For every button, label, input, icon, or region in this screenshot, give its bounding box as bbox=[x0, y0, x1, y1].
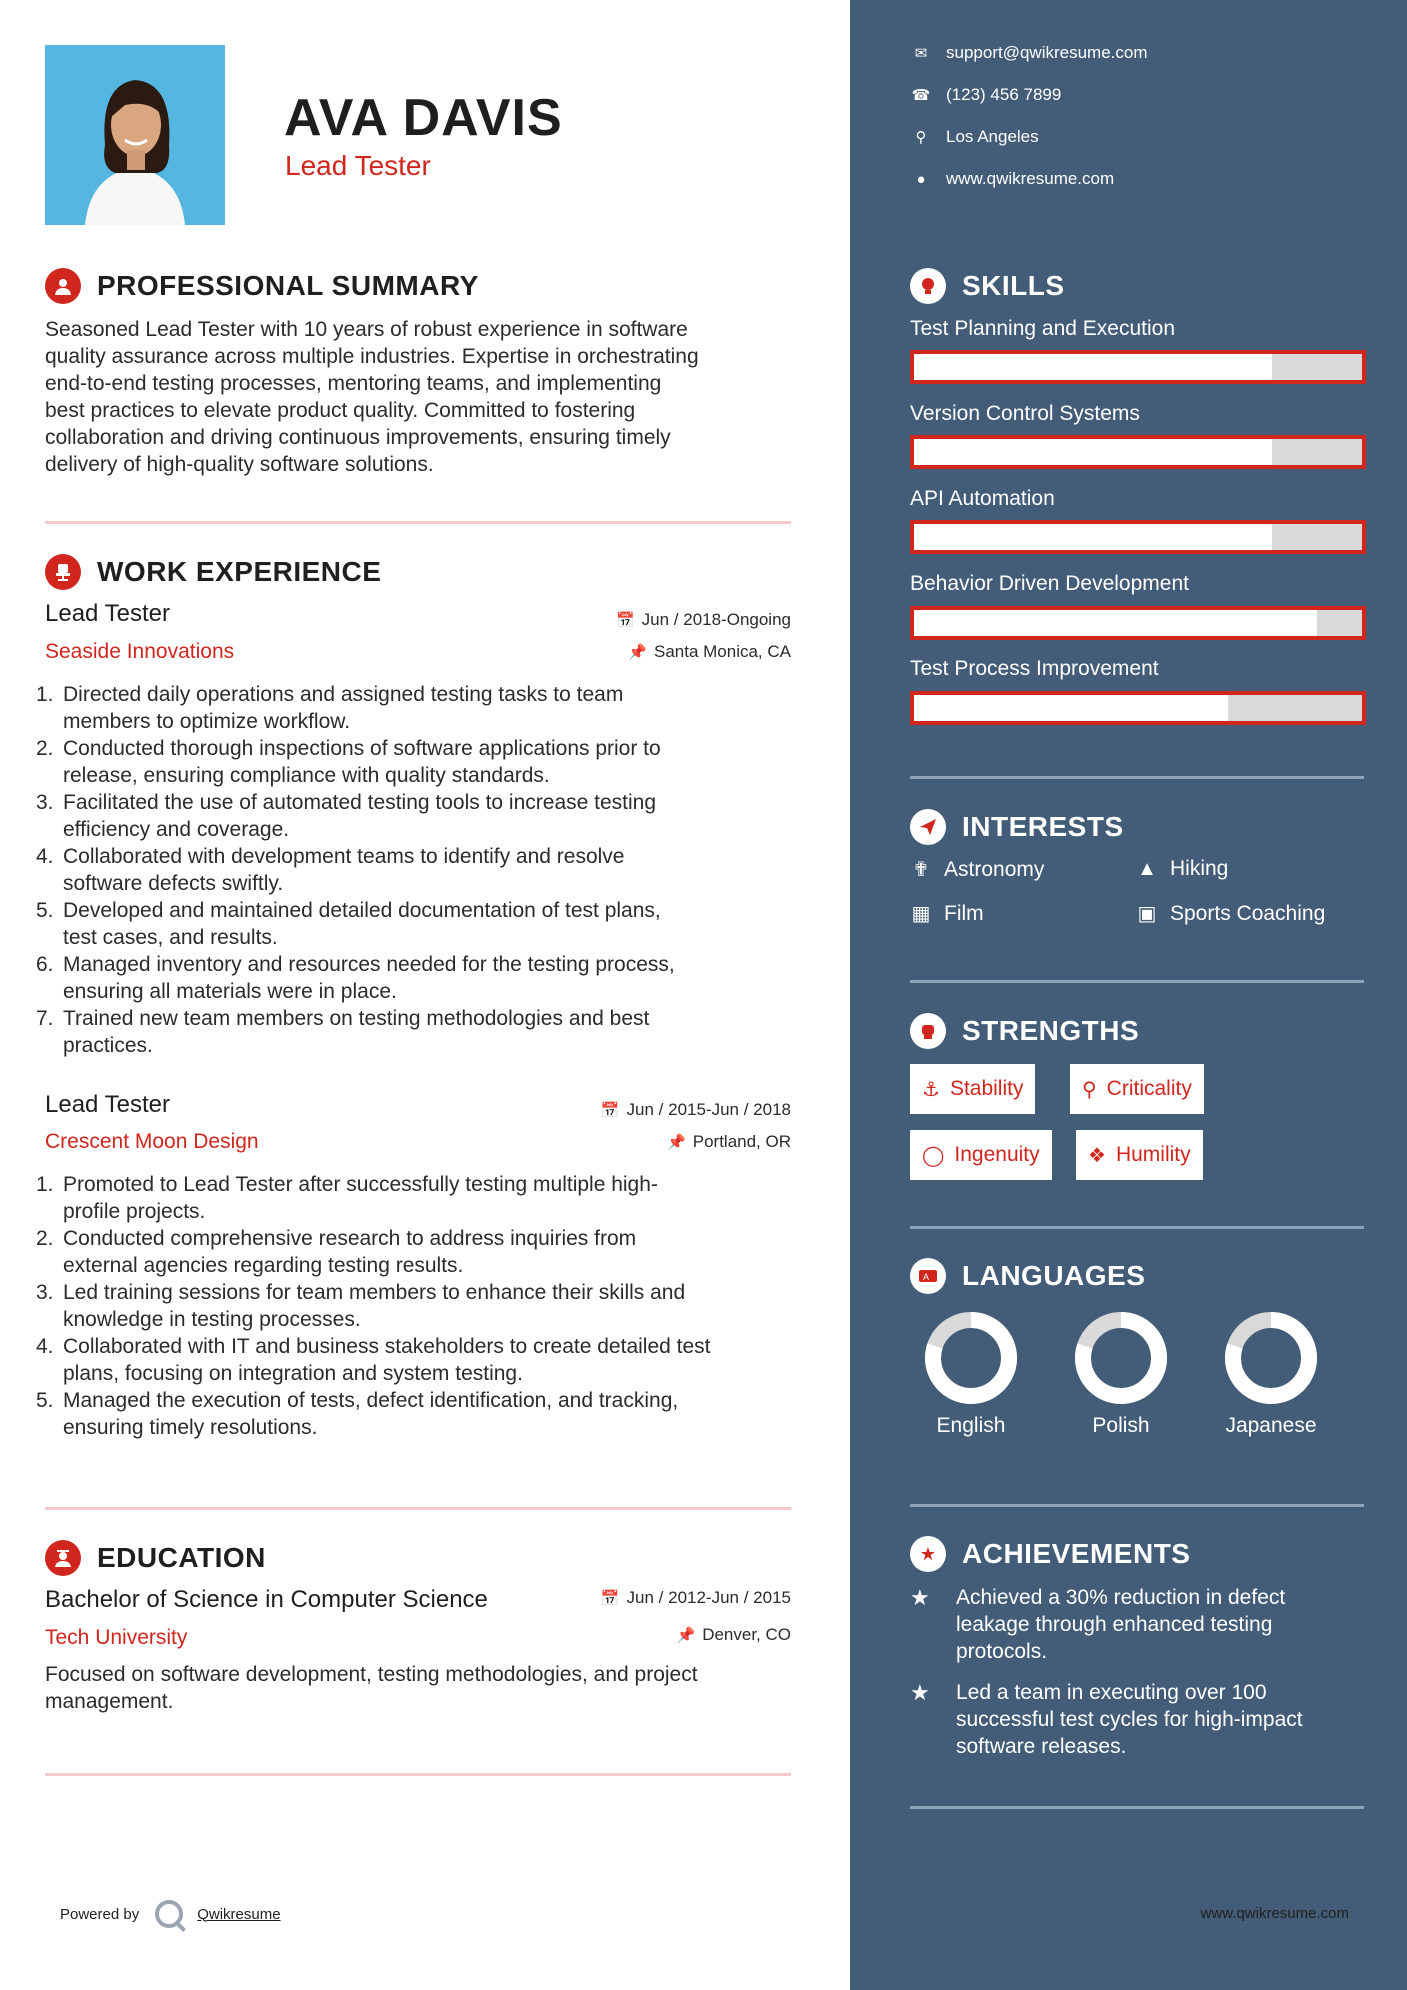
strength-label: Criticality bbox=[1106, 1077, 1192, 1100]
calendar-icon: 📅 bbox=[600, 1590, 620, 1607]
lightbulb-icon bbox=[910, 268, 946, 304]
skills-heading bbox=[910, 268, 1065, 304]
skill-fill bbox=[914, 524, 1272, 550]
skill-label: API Automation bbox=[910, 487, 1055, 510]
strength-label: Ingenuity bbox=[954, 1143, 1040, 1166]
interest-item bbox=[910, 901, 984, 926]
school-name: Tech University bbox=[45, 1626, 188, 1649]
location-text: Portland, OR bbox=[692, 1132, 791, 1151]
language-ring bbox=[1223, 1310, 1319, 1406]
user-icon bbox=[45, 268, 81, 304]
powered-by bbox=[60, 1900, 281, 1928]
work-heading bbox=[45, 554, 381, 590]
date-text: Jun / 2012-Jun / 2015 bbox=[626, 1588, 791, 1607]
language-item bbox=[1046, 1310, 1196, 1438]
job-responsibilities bbox=[36, 1171, 796, 1441]
pin-icon: 📌 bbox=[676, 1627, 696, 1644]
star-icon: ★ bbox=[910, 1585, 930, 1610]
skill-bar bbox=[910, 435, 1366, 469]
envelope-icon: ✉ bbox=[914, 45, 928, 62]
job-date bbox=[601, 1100, 791, 1120]
job-location bbox=[628, 642, 791, 662]
contact-location bbox=[910, 127, 1039, 147]
skill-bar bbox=[910, 691, 1366, 725]
anchor-icon: ⚓ bbox=[922, 1078, 940, 1101]
skill-label: Test Process Improvement bbox=[910, 657, 1159, 680]
language-label: English bbox=[936, 1414, 1006, 1437]
education-location bbox=[677, 1625, 792, 1645]
list-item: 5. Developed and maintained detailed documentation of test plans, test cases, and results. bbox=[36, 899, 661, 949]
location-text: Denver, CO bbox=[702, 1625, 791, 1644]
language-ring bbox=[1073, 1310, 1169, 1406]
education-heading bbox=[45, 1540, 266, 1576]
interest-label: Hiking bbox=[1170, 857, 1229, 880]
section-divider bbox=[910, 1504, 1364, 1507]
skill-bar bbox=[910, 520, 1366, 554]
language-label: Japanese bbox=[1225, 1414, 1317, 1437]
language-label: Polish bbox=[1092, 1414, 1150, 1437]
location-text: Santa Monica, CA bbox=[653, 642, 791, 661]
list-item: 3. Led training sessions for team members to enhance their skills and knowledge in testing processes. bbox=[36, 1281, 686, 1331]
list-item: 4. Collaborated with development teams to identify and resolve software defects swiftly. bbox=[36, 845, 625, 895]
section-divider bbox=[910, 1806, 1364, 1809]
achievement-item: ★ Achieved a 30% reduction in defect leakage through enhanced testing protocols. bbox=[910, 1585, 1286, 1663]
list-item: 6. Managed inventory and resources needed for the testing process, ensuring all materials were in place. bbox=[36, 953, 675, 1003]
language-item bbox=[1196, 1310, 1346, 1438]
job-date bbox=[616, 610, 791, 630]
language-icon bbox=[910, 1258, 946, 1294]
job-location bbox=[667, 1132, 791, 1152]
calendar-icon: 📅 bbox=[600, 1102, 620, 1119]
pin-icon: 📌 bbox=[628, 644, 647, 661]
contact-email bbox=[910, 43, 1148, 63]
list-item: 1. Promoted to Lead Tester after successfully testing multiple high- profile projects. bbox=[36, 1173, 658, 1223]
lightbulb-icon: ◯ bbox=[922, 1144, 945, 1167]
company-name: Crescent Moon Design bbox=[45, 1130, 259, 1153]
section-divider bbox=[910, 1226, 1364, 1229]
chair-icon bbox=[45, 554, 81, 590]
achievement-item: ★ Led a team in executing over 100 successful test cycles for high-impact software releases. bbox=[910, 1680, 1303, 1758]
star-icon: ★ bbox=[910, 1680, 930, 1705]
summary-line: end-to-end testing processes, mentoring teams, and implementing bbox=[45, 372, 662, 395]
date-text: Jun / 2015-Jun / 2018 bbox=[626, 1100, 791, 1119]
section-title: ACHIEVEMENTS bbox=[962, 1538, 1191, 1569]
email-text[interactable]: support@qwikresume.com bbox=[946, 43, 1148, 62]
section-divider bbox=[45, 1507, 791, 1510]
list-item: 2. Conducted comprehensive research to address inquiries from external agencies regarding testing results. bbox=[36, 1227, 637, 1277]
sidebar bbox=[850, 0, 1407, 1990]
skill-fill bbox=[914, 354, 1272, 380]
summary-heading bbox=[45, 268, 479, 304]
skill-label: Version Control Systems bbox=[910, 402, 1140, 425]
job-responsibilities bbox=[36, 681, 796, 1059]
degree-title: Bachelor of Science in Computer Science bbox=[45, 1586, 488, 1613]
qwikresume-logo-icon bbox=[155, 1900, 183, 1928]
education-description bbox=[45, 1661, 795, 1715]
profile-photo bbox=[45, 45, 225, 225]
fist-icon bbox=[910, 1013, 946, 1049]
film-icon: ▦ bbox=[911, 903, 931, 925]
strength-badge bbox=[910, 1130, 1052, 1180]
education-date bbox=[601, 1588, 791, 1608]
cutlery-icon: ✟ bbox=[912, 859, 930, 881]
skill-label: Behavior Driven Development bbox=[910, 572, 1189, 595]
summary-line: quality assurance across multiple industries. Expertise in orchestrating bbox=[45, 345, 699, 368]
pin-icon: 📌 bbox=[667, 1134, 686, 1151]
section-title: WORK EXPERIENCE bbox=[97, 556, 382, 587]
footer-url[interactable]: www.qwikresume.com bbox=[1200, 1905, 1349, 1922]
section-divider bbox=[45, 1773, 791, 1776]
interest-item bbox=[1136, 901, 1325, 926]
skill-bar bbox=[910, 350, 1366, 384]
section-title: EDUCATION bbox=[97, 1542, 266, 1573]
powered-by-label: Powered by bbox=[60, 1905, 140, 1923]
phone-text: (123) 456 7899 bbox=[946, 85, 1062, 104]
skill-bar bbox=[910, 606, 1366, 640]
list-item: 3. Facilitated the use of automated testing tools to increase testing efficiency and coverage. bbox=[36, 791, 657, 841]
website-text[interactable]: www.qwikresume.com bbox=[946, 169, 1115, 188]
candidate-name: AVA DAVIS bbox=[284, 89, 563, 147]
list-item: 7. Trained new team members on testing methodologies and best practices. bbox=[36, 1007, 650, 1057]
list-item: 4. Collaborated with IT and business stakeholders to create detailed test plans, focusing on integration and system testing. bbox=[36, 1335, 711, 1385]
skill-label: Test Planning and Execution bbox=[910, 317, 1176, 340]
education-line: Focused on software development, testing methodologies, and project bbox=[45, 1663, 698, 1686]
contact-website bbox=[910, 169, 1114, 189]
language-item bbox=[896, 1310, 1046, 1438]
interest-label: Film bbox=[944, 901, 984, 925]
section-divider bbox=[910, 980, 1364, 983]
interest-label: Sports Coaching bbox=[1170, 901, 1326, 925]
strengths-heading bbox=[910, 1013, 1139, 1049]
star-icon: ★ bbox=[910, 1536, 946, 1572]
strength-badge bbox=[910, 1064, 1035, 1114]
strength-badge bbox=[1070, 1064, 1204, 1114]
list-item: 5. Managed the execution of tests, defect identification, and tracking, ensuring timely resolutions. bbox=[36, 1389, 679, 1439]
list-item: 1. Directed daily operations and assigned testing tasks to team members to optimize workflow. bbox=[36, 683, 624, 733]
search-icon: ⚲ bbox=[1082, 1078, 1097, 1101]
phone-icon: ☎ bbox=[911, 87, 931, 104]
strength-label: Humility bbox=[1115, 1143, 1191, 1166]
graduate-icon bbox=[45, 1540, 81, 1576]
section-title: PROFESSIONAL SUMMARY bbox=[97, 270, 479, 301]
summary-line: best practices to elevate product quality. Committed to fostering bbox=[45, 399, 636, 422]
list-item: 2. Conducted thorough inspections of software applications prior to release, ensuring compliance with quality standards. bbox=[36, 737, 661, 787]
company-name: Seaside Innovations bbox=[45, 640, 235, 663]
section-title: INTERESTS bbox=[962, 811, 1124, 842]
interest-item bbox=[910, 857, 1044, 882]
section-title: STRENGTHS bbox=[962, 1015, 1140, 1046]
job-title: Lead Tester bbox=[45, 600, 170, 627]
tree-icon: ▲ bbox=[1137, 857, 1157, 880]
achievements-heading bbox=[910, 1536, 1190, 1572]
interest-label: Astronomy bbox=[944, 857, 1045, 881]
section-divider bbox=[45, 521, 791, 524]
calendar-icon: 📅 bbox=[615, 612, 635, 629]
strength-label: Stability bbox=[949, 1077, 1024, 1100]
job-title: Lead Tester bbox=[45, 1091, 170, 1118]
languages-heading bbox=[910, 1258, 1145, 1294]
interests-heading bbox=[910, 809, 1124, 845]
paper-plane-icon bbox=[910, 809, 946, 845]
location-text: Los Angeles bbox=[946, 127, 1039, 146]
education-line: management. bbox=[45, 1690, 174, 1713]
summary-text bbox=[45, 316, 795, 478]
date-text: Jun / 2018-Ongoing bbox=[641, 610, 791, 629]
strength-badge bbox=[1076, 1130, 1203, 1180]
qwikresume-link[interactable]: Qwikresume bbox=[197, 1905, 281, 1923]
section-title: LANGUAGES bbox=[962, 1260, 1146, 1291]
summary-line: Seasoned Lead Tester with 10 years of robust experience in software bbox=[45, 318, 688, 341]
language-ring bbox=[923, 1310, 1019, 1406]
skill-fill bbox=[914, 439, 1272, 465]
map-marker-icon: ⚲ bbox=[915, 129, 927, 146]
summary-line: delivery of high-quality software solutions. bbox=[45, 453, 434, 476]
briefcase-icon: ▣ bbox=[1137, 903, 1157, 925]
candidate-title: Lead Tester bbox=[285, 150, 431, 181]
section-divider bbox=[910, 776, 1364, 779]
globe-icon: ● bbox=[916, 170, 926, 188]
leaf-icon: ❖ bbox=[1088, 1144, 1106, 1167]
contact-phone bbox=[910, 85, 1061, 105]
skill-fill bbox=[914, 610, 1317, 636]
interest-item bbox=[1136, 857, 1228, 881]
svg-text:A: A bbox=[923, 1272, 930, 1282]
skill-fill bbox=[914, 695, 1228, 721]
section-title: SKILLS bbox=[962, 270, 1065, 301]
summary-line: collaboration and driving continuous improvements, ensuring timely bbox=[45, 426, 671, 449]
